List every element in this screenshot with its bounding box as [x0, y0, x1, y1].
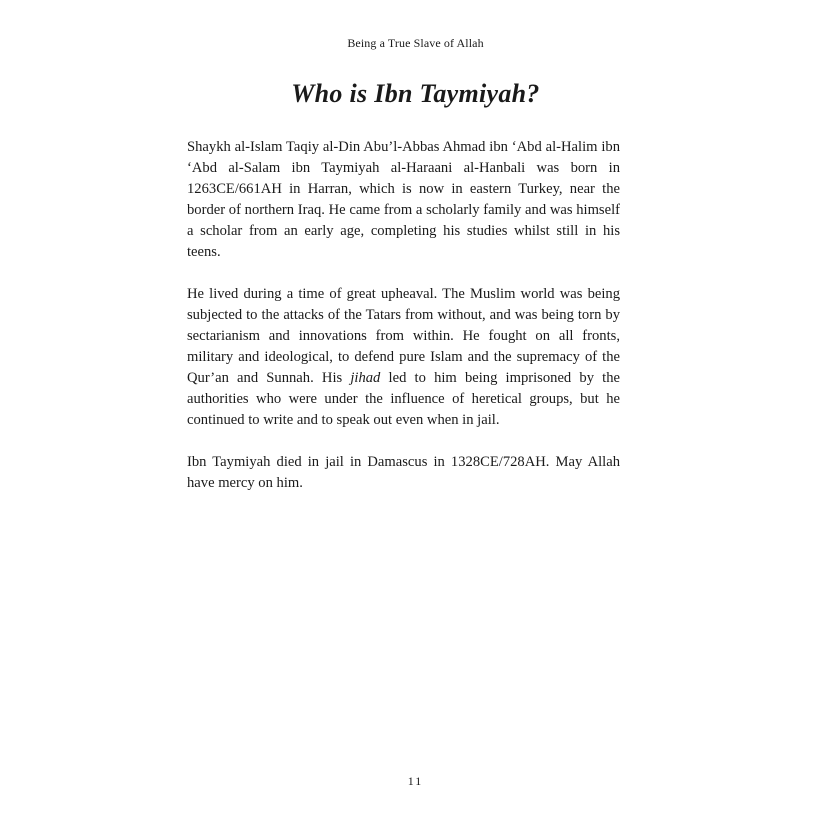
paragraph-1: Shaykh al-Islam Taqiy al-Din Abu’l-Abbas Ahmad ibn ‘Abd al-Halim ibn ‘Abd al-Salam ibn Taymiyah al-Haraani al-Hanbali was born in 1263CE/661AH in Harran, which is now in eastern Turkey, near the border of northern Iraq. He came from a scholarly family and was himself a scholar from an early age, completing his studies whilst still in his teens. [187, 139, 620, 260]
running-head: Being a True Slave of Allah [347, 36, 484, 50]
paragraph-3: Ibn Taymiyah died in jail in Damascus in 1328CE/728AH. May Allah have mercy on him. [187, 454, 620, 491]
body-text [187, 137, 620, 515]
paragraph-2-text-a: He lived during a time of great upheaval. The Muslim world was being subjected to the attacks of the Tatars from without, and was being torn by sectarianism and innovations from within. He fought on all fronts, military and ideological, to defend pure Islam and the supremacy of the Qur’an and Sunnah. His [187, 286, 620, 386]
paragraph-2-text-b: led to him being imprisoned by the authorities who were under the influence of heretical groups, but he continued to write and to speak out even when in jail. [187, 370, 620, 428]
paragraph-2-italic: jihad [350, 370, 381, 386]
chapter-title: Who is Ibn Taymiyah? [291, 79, 540, 108]
paragraph-2 [187, 284, 620, 431]
page-number: 11 [407, 774, 424, 788]
